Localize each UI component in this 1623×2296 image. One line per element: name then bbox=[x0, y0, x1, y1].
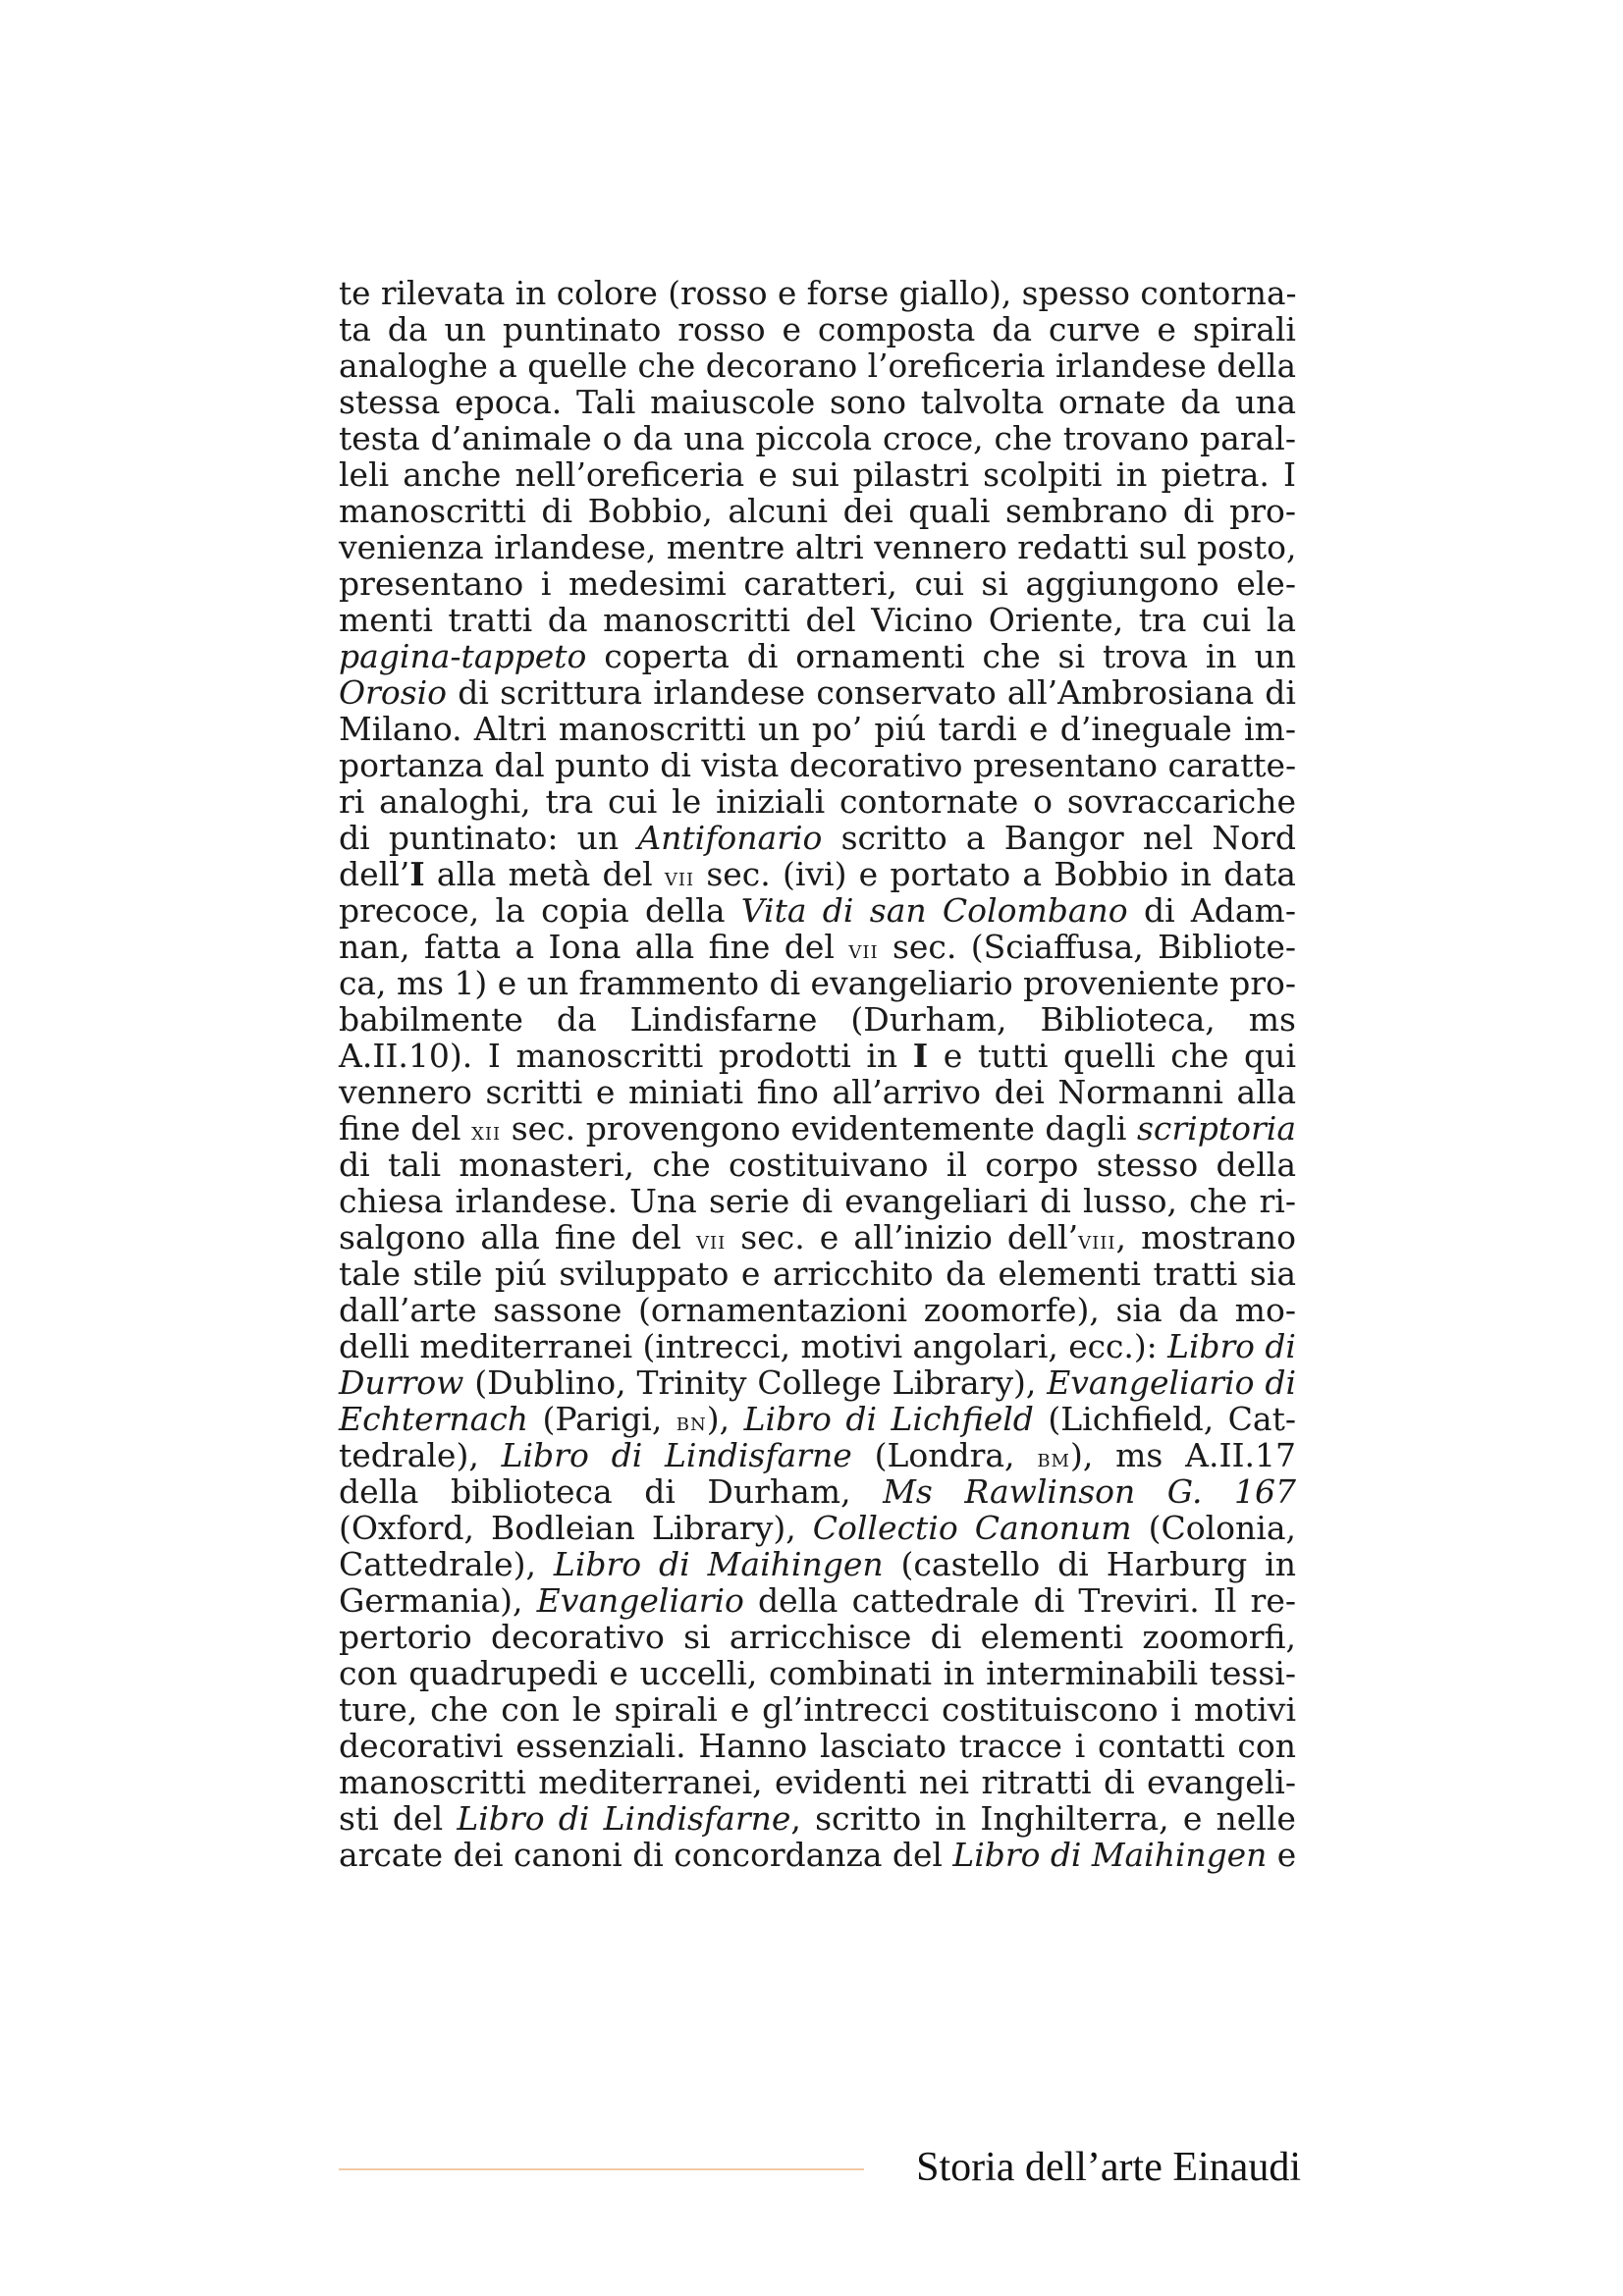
text-segment: ture, che con le spirali e gl’intrecci costituiscono i motivi bbox=[339, 1690, 1296, 1729]
text-line bbox=[339, 1401, 1296, 1437]
text-line bbox=[339, 602, 1296, 638]
italic-text: Libro di Maihingen bbox=[553, 1545, 884, 1583]
italic-text: Echternach bbox=[339, 1400, 529, 1438]
text-segment: ), ms A.II.17 bbox=[1070, 1436, 1296, 1474]
text-segment: di puntinato: un bbox=[339, 819, 638, 857]
text-segment: (Dublino, Trinity College Library), bbox=[463, 1363, 1048, 1402]
text-line bbox=[339, 347, 1296, 384]
text-segment: sec. (Sciaffusa, Bibliote- bbox=[878, 928, 1296, 966]
italic-text: Libro di Maihingen bbox=[952, 1836, 1268, 1874]
text-segment: portanza dal punto di vista decorativo presentano caratte- bbox=[339, 746, 1297, 784]
text-line bbox=[339, 1546, 1296, 1582]
text-segment: tale stile piú sviluppato e arricchito da elementi tratti sia bbox=[339, 1255, 1296, 1293]
footer-title: Storia dell’arte Einaudi bbox=[916, 2145, 1301, 2190]
italic-text: Antifonario bbox=[637, 819, 823, 857]
text-segment: , mostrano bbox=[1115, 1218, 1296, 1256]
text-line bbox=[339, 1437, 1296, 1473]
text-line bbox=[339, 384, 1296, 420]
italic-text: Libro di Lindisfarne bbox=[501, 1436, 852, 1474]
text-segment: manoscritti di Bobbio, alcuni dei quali sembrano di pro- bbox=[339, 492, 1296, 530]
text-segment: arcate dei canoni di concordanza del bbox=[339, 1836, 953, 1874]
text-segment: chiesa irlandese. Una serie di evangeliari di lusso, che ri- bbox=[339, 1182, 1296, 1220]
text-segment: testa d’animale o da una piccola croce, che trovano paral- bbox=[339, 419, 1296, 457]
text-segment: alla metà del bbox=[424, 855, 665, 893]
text-segment: manoscritti mediterranei, evidenti nei ritratti di evangeli- bbox=[339, 1763, 1296, 1801]
text-segment: precoce, la copia della bbox=[339, 891, 741, 930]
italic-text: scriptoria bbox=[1136, 1109, 1296, 1148]
text-segment: menti tratti da manoscritti del Vicino Oriente, tra cui la bbox=[339, 601, 1296, 639]
text-segment: A.II.10). I manoscritti prodotti in bbox=[339, 1037, 913, 1075]
text-line bbox=[339, 420, 1296, 456]
text-segment: sec. provengono evidentemente dagli bbox=[501, 1109, 1137, 1148]
text-segment: ca, ms 1) e un frammento di evangeliario proveniente pro- bbox=[339, 964, 1296, 1002]
text-line bbox=[339, 892, 1296, 929]
small-caps-text: vii bbox=[696, 1226, 727, 1255]
text-segment: leli anche nell’oreficeria e sui pilastri scolpiti in pietra. I bbox=[339, 455, 1296, 494]
text-segment: ), bbox=[706, 1400, 744, 1438]
text-segment: dall’arte sassone (ornamentazioni zoomorfe), sia da mo- bbox=[339, 1291, 1296, 1329]
text-line bbox=[339, 1001, 1296, 1038]
italic-text: Libro di bbox=[1167, 1327, 1296, 1365]
text-segment: vennero scritti e miniati fino all’arrivo dei Normanni alla bbox=[339, 1073, 1296, 1111]
text-segment: te rilevata in colore (rosso e forse giallo), spesso contorna- bbox=[339, 274, 1297, 312]
text-line bbox=[339, 1473, 1296, 1510]
text-line bbox=[339, 565, 1296, 602]
text-segment: Germania), bbox=[339, 1581, 537, 1620]
text-line bbox=[339, 275, 1296, 311]
text-segment: analoghe a quelle che decorano l’oreficeria irlandese della bbox=[339, 347, 1297, 385]
text-segment: salgono alla fine del bbox=[339, 1218, 696, 1256]
italic-text: pagina-tappeto bbox=[339, 637, 587, 675]
italic-text: Libro di Lindisfarne bbox=[457, 1799, 791, 1838]
text-line bbox=[339, 674, 1296, 711]
text-segment: ta da un puntinato rosso e composta da curve e spirali bbox=[339, 310, 1296, 348]
text-line bbox=[339, 456, 1296, 493]
text-segment: tedrale), bbox=[339, 1436, 502, 1474]
small-caps-text: bn bbox=[676, 1408, 707, 1437]
bold-text: I bbox=[409, 855, 425, 893]
text-segment: , scritto in Inghilterra, e nelle bbox=[790, 1799, 1296, 1838]
text-segment: dell’ bbox=[339, 855, 410, 893]
text-line bbox=[339, 1728, 1296, 1764]
text-line bbox=[339, 1691, 1296, 1728]
text-line bbox=[339, 311, 1296, 347]
text-segment: (Oxford, Bodleian Library), bbox=[339, 1509, 813, 1547]
body-text bbox=[339, 275, 1296, 1873]
text-segment: della biblioteca di Durham, bbox=[339, 1472, 884, 1511]
text-line bbox=[339, 711, 1296, 747]
text-segment: con quadrupedi e uccelli, combinati in interminabili tessi- bbox=[339, 1654, 1296, 1692]
small-caps-text: vii bbox=[664, 863, 695, 892]
text-line bbox=[339, 1328, 1296, 1364]
italic-text: Durrow bbox=[339, 1363, 464, 1402]
text-line bbox=[339, 1147, 1296, 1183]
text-line bbox=[339, 1110, 1296, 1147]
text-segment: delli mediterranei (intrecci, motivi angolari, ecc.): bbox=[339, 1327, 1168, 1365]
text-segment: di Adam- bbox=[1127, 891, 1296, 930]
text-line bbox=[339, 1074, 1296, 1110]
text-line bbox=[339, 1619, 1296, 1655]
text-line bbox=[339, 820, 1296, 856]
text-line bbox=[339, 1510, 1296, 1546]
small-caps-text: viii bbox=[1078, 1226, 1116, 1255]
text-segment: sec. e all’inizio dell’ bbox=[726, 1218, 1079, 1256]
text-line bbox=[339, 965, 1296, 1001]
text-segment: (Colonia, bbox=[1131, 1509, 1296, 1547]
italic-text: Ms Rawlinson G. 167 bbox=[883, 1472, 1296, 1511]
text-line bbox=[339, 1255, 1296, 1292]
text-segment: scritto a Bangor nel Nord bbox=[822, 819, 1296, 857]
text-segment: (castello di Harburg in bbox=[883, 1545, 1296, 1583]
small-caps-text: xii bbox=[471, 1117, 502, 1147]
text-segment: babilmente da Lindisfarne (Durham, Biblioteca, ms bbox=[339, 1000, 1296, 1039]
text-line bbox=[339, 1655, 1296, 1691]
footer-rule bbox=[339, 2168, 864, 2170]
text-segment: Cattedrale), bbox=[339, 1545, 554, 1583]
text-segment: ri analoghi, tra cui le iniziali contornate o sovraccariche bbox=[339, 782, 1296, 821]
text-line bbox=[339, 856, 1296, 892]
text-segment: fine del bbox=[339, 1109, 472, 1148]
text-line bbox=[339, 1800, 1296, 1837]
text-line bbox=[339, 783, 1296, 820]
text-line bbox=[339, 1292, 1296, 1328]
text-segment: coperta di ornamenti che si trova in un bbox=[586, 637, 1296, 675]
italic-text: Evangeliario di bbox=[1047, 1363, 1296, 1402]
italic-text: Vita di san Colombano bbox=[740, 891, 1128, 930]
text-line bbox=[339, 1764, 1296, 1800]
text-segment: di scrittura irlandese conservato all’Ambrosiana di bbox=[447, 673, 1296, 712]
small-caps-text: bm bbox=[1037, 1444, 1070, 1473]
text-line bbox=[339, 1582, 1296, 1619]
text-segment: Milano. Altri manoscritti un po’ piú tardi e d’ineguale im- bbox=[339, 710, 1296, 748]
text-line bbox=[339, 929, 1296, 965]
text-segment: e tutti quelli che qui bbox=[928, 1037, 1296, 1075]
text-segment: (Lichfield, Cat- bbox=[1033, 1400, 1296, 1438]
italic-text: Libro di Lichfield bbox=[743, 1400, 1034, 1438]
italic-text: Collectio Canonum bbox=[812, 1509, 1132, 1547]
text-line bbox=[339, 1364, 1296, 1401]
text-line bbox=[339, 1038, 1296, 1074]
text-line bbox=[339, 529, 1296, 565]
text-segment: presentano i medesimi caratteri, cui si aggiungono ele- bbox=[339, 564, 1296, 603]
text-segment: pertorio decorativo si arricchisce di elementi zoomorfi, bbox=[339, 1618, 1296, 1656]
text-segment: (Londra, bbox=[851, 1436, 1038, 1474]
text-segment: (Parigi, bbox=[528, 1400, 676, 1438]
italic-text: Evangeliario bbox=[536, 1581, 744, 1620]
text-line bbox=[339, 747, 1296, 783]
text-segment: stessa epoca. Tali maiuscole sono talvolta ornate da una bbox=[339, 383, 1296, 421]
text-segment: di tali monasteri, che costituivano il corpo stesso della bbox=[339, 1146, 1296, 1184]
text-segment: nan, fatta a Iona alla fine del bbox=[339, 928, 849, 966]
text-line bbox=[339, 1837, 1296, 1873]
text-line bbox=[339, 1219, 1296, 1255]
text-segment: della cattedrale di Treviri. Il re- bbox=[743, 1581, 1297, 1620]
text-segment: e bbox=[1267, 1836, 1297, 1874]
text-line bbox=[339, 493, 1296, 529]
text-segment: decorativi essenziali. Hanno lasciato tracce i contatti con bbox=[339, 1727, 1296, 1765]
text-segment: venienza irlandese, mentre altri vennero redatti sul posto, bbox=[339, 528, 1297, 566]
text-segment: sti del bbox=[339, 1799, 458, 1838]
italic-text: Orosio bbox=[339, 673, 448, 712]
small-caps-text: vii bbox=[848, 935, 879, 965]
bold-text: I bbox=[912, 1037, 929, 1075]
text-line bbox=[339, 1183, 1296, 1219]
text-line bbox=[339, 638, 1296, 674]
text-segment: sec. (ivi) e portato a Bobbio in data bbox=[694, 855, 1296, 893]
